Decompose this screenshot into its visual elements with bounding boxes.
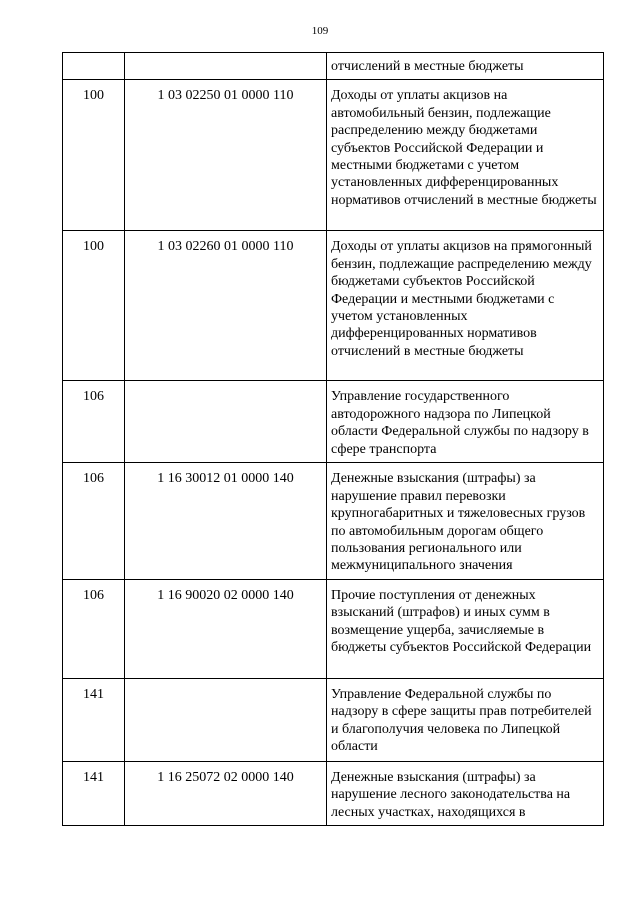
budget-code-cell: [125, 381, 327, 463]
budget-code-cell: 1 16 25072 02 0000 140: [125, 761, 327, 825]
admin-code-cell: 141: [63, 761, 125, 825]
table-row: [63, 761, 604, 825]
admin-code-cell: 100: [63, 80, 125, 231]
table-row: [63, 381, 604, 463]
table-row: [63, 80, 604, 231]
revenue-name-cell: отчислений в местные бюджеты: [327, 53, 604, 80]
revenue-name-cell: Доходы от уплаты акцизов на автомобильный бензин, подлежащие распределению между бюджетами субъектов Российской Федерации и местными бюджетами с учетом установленных дифференцированных нормативов отчислений в местные бюджеты: [327, 80, 604, 231]
admin-code-cell: 106: [63, 381, 125, 463]
admin-code-cell: [63, 53, 125, 80]
table-row: [63, 678, 604, 761]
admin-code-cell: 100: [63, 231, 125, 381]
table-row: [63, 579, 604, 678]
table-row: [63, 53, 604, 80]
revenue-name-cell: Денежные взыскания (штрафы) за нарушение лесного законодательства на лесных участках, находящихся в: [327, 761, 604, 825]
budget-code-cell: [125, 53, 327, 80]
admin-code-cell: 106: [63, 579, 125, 678]
budget-code-cell: [125, 678, 327, 761]
page-number: 109: [311, 25, 329, 37]
budget-code-cell: 1 16 90020 02 0000 140: [125, 579, 327, 678]
admin-code-cell: 141: [63, 678, 125, 761]
budget-revenue-table: [62, 52, 604, 826]
revenue-name-cell: Доходы от уплаты акцизов на прямогонный бензин, подлежащие распределению между бюджетами субъектов Российской Федерации и местными бюджетами с учетом установленных дифференцированных нормативов отчислений в местные бюджеты: [327, 231, 604, 381]
revenue-name-cell: Управление государственного автодорожного надзора по Липецкой области Федеральной службы по надзору в сфере транспорта: [327, 381, 604, 463]
table-row: [63, 231, 604, 381]
revenue-name-cell: Денежные взыскания (штрафы) за нарушение правил перевозки крупногабаритных и тяжеловесных грузов по автомобильным дорогам общего пользования регионального или межмуниципального значения: [327, 463, 604, 579]
budget-code-cell: 1 03 02250 01 0000 110: [125, 80, 327, 231]
revenue-name-cell: Прочие поступления от денежных взысканий (штрафов) и иных сумм в возмещение ущерба, зачисляемые в бюджеты субъектов Российской Федерации: [327, 579, 604, 678]
budget-code-cell: 1 16 30012 01 0000 140: [125, 463, 327, 579]
table-row: [63, 463, 604, 579]
budget-code-cell: 1 03 02260 01 0000 110: [125, 231, 327, 381]
revenue-name-cell: Управление Федеральной службы по надзору в сфере защиты прав потребителей и благополучия человека по Липецкой области: [327, 678, 604, 761]
admin-code-cell: 106: [63, 463, 125, 579]
